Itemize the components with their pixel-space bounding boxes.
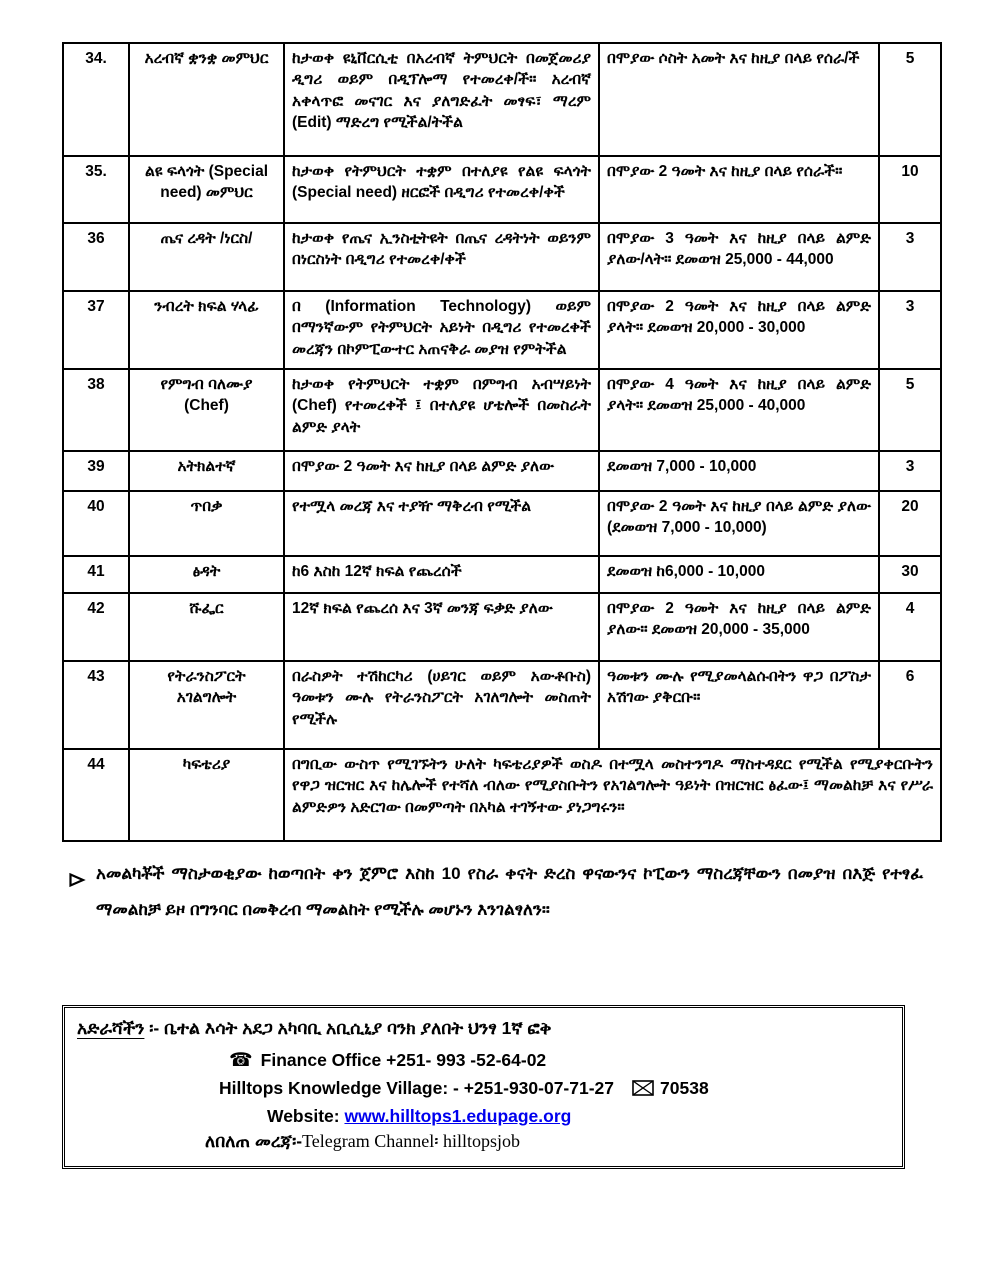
- quantity-cell: 4: [879, 593, 941, 661]
- experience-cell: በሞያው ሶስት አመት እና ከዚያ በላይ የሰራ/ች: [599, 43, 879, 156]
- table-row: [63, 291, 941, 369]
- finance-phone-line: [77, 1049, 888, 1072]
- quantity-cell: 20: [879, 491, 941, 556]
- experience-cell: በሞያው 2 ዓመት እና ከዚያ በላይ ልምድ ያለው (ደመወዝ 7,000 - 10,000): [599, 491, 879, 556]
- position-title: አረብኛ ቋንቋ መምህር: [129, 43, 284, 156]
- table-row: [63, 749, 941, 841]
- position-title: አትክልተኛ: [129, 451, 284, 491]
- position-title: ጤና ረዳት /ነርስ/: [129, 223, 284, 291]
- requirement-cell: የተሟላ መረጃ እና ተያዥ ማቅረብ የሚችል: [284, 491, 599, 556]
- position-title: ልዩ ፍላጎት (Special need) መምህር: [129, 156, 284, 223]
- address-line: [77, 1018, 888, 1039]
- arrowhead-bullet-icon: [68, 856, 86, 928]
- telegram-channel-text: Telegram Channel፡ hilltopsjob: [302, 1131, 520, 1151]
- requirement-cell: በራስዎት ተሽከርካሪ (ሀይገር ወይም አውቶቡስ) ዓመቱን ሙሉ የትራንስፖርት አገለግሎት መስጠት የሚችሉ: [284, 661, 599, 749]
- telegram-prefix: ለበለጠ መረጃ፡-: [205, 1131, 303, 1151]
- quantity-cell: 5: [879, 43, 941, 156]
- requirement-cell: ከታወቀ የጤና ኢንስቲትዩት በጤና ረዳትነት ወይንም በነርስነት በዲግሪ የተመረቀ/ቀች: [284, 223, 599, 291]
- position-title: የትራንስፖርት አገልግሎት: [129, 661, 284, 749]
- experience-cell: በሞያው 2 ዓመት እና ከዚያ በላይ ልምድ ያለው። ደመወዝ 20,000 - 35,000: [599, 593, 879, 661]
- quantity-cell: 3: [879, 223, 941, 291]
- application-note: [68, 856, 923, 928]
- website-label: Website:: [267, 1106, 345, 1126]
- table-row: [63, 156, 941, 223]
- address-text: ቤተል እሳት አደጋ አካባቢ አቢሲኒያ ባንክ ያለበት ህንፃ 1ኛ ፎቅ: [164, 1018, 552, 1038]
- table-row: [63, 451, 941, 491]
- experience-cell: በሞያው 3 ዓመት እና ከዚያ በላይ ልምድ ያለው/ላት። ደመወዝ 25,000 - 44,000: [599, 223, 879, 291]
- row-number: 39: [63, 451, 129, 491]
- row-number: 44: [63, 749, 129, 841]
- address-label: አድራሻችን: [77, 1018, 145, 1038]
- row-number: 41: [63, 556, 129, 593]
- envelope-icon: [632, 1080, 654, 1101]
- table-row: [63, 661, 941, 749]
- vacancy-table: [62, 42, 942, 842]
- quantity-cell: 30: [879, 556, 941, 593]
- position-title: ጥበቃ: [129, 491, 284, 556]
- experience-cell: ደመወዝ 7,000 - 10,000: [599, 451, 879, 491]
- quantity-cell: 6: [879, 661, 941, 749]
- table-row: [63, 491, 941, 556]
- position-title: የምግብ ባለሙያ (Chef): [129, 369, 284, 451]
- finance-phone-text: Finance Office +251- 993 -52-64-02: [260, 1050, 547, 1070]
- row-number: 36: [63, 223, 129, 291]
- quantity-cell: 5: [879, 369, 941, 451]
- position-title: ሹፌር: [129, 593, 284, 661]
- experience-cell: በሞያው 4 ዓመት እና ከዚያ በላይ ልምድ ያላት። ደመወዝ 25,000 - 40,000: [599, 369, 879, 451]
- experience-cell: ዓመቱን ሙሉ የሚያመላልሱበትን ዋጋ በፖስታ አሽገው ያቅርቡ።: [599, 661, 879, 749]
- address-separator: ፡-: [144, 1018, 165, 1038]
- table-row: [63, 43, 941, 156]
- experience-cell: ደመወዝ ከ6,000 - 10,000: [599, 556, 879, 593]
- po-box-number: 70538: [660, 1078, 709, 1098]
- village-phone-text: Hilltops Knowledge Village: - +251-930-07-71-27: [219, 1078, 615, 1098]
- website-link[interactable]: www.hilltops1.edupage.org: [344, 1106, 572, 1126]
- row-number: 38: [63, 369, 129, 451]
- table-row: [63, 369, 941, 451]
- requirement-cell: ከታወቀ ዩኒቨርሲቲ በአረብኛ ትምህርት በመጀመሪያ ዲግሪ ወይም በዲፕሎማ የተመረቀ/ች። አረብኛ አቀላጥፎ መናገር እና ያለግድፈት መፃፍ፣ ማረም (Edit) ማድረግ የሚችል/ትችል: [284, 43, 599, 156]
- row-number: 35.: [63, 156, 129, 223]
- position-title: ካፍቴሪያ: [129, 749, 284, 841]
- requirement-cell: 12ኛ ክፍል የጨረሰ እና 3ኛ መንጃ ፍቃድ ያለው: [284, 593, 599, 661]
- requirement-cell: በግቢው ውስጥ የሚገኙትን ሁለት ካፍቴሪያዎች ወስዶ በተሟላ መስተንግዶ ማስተዳደር የሚችል የሚያቀርቡትን የዋጋ ዝርዝር እና ከሌሎች የተሻለ ብለው የሚያስቡትን የአገልግሎት ዓይነት በዝርዝር ፅፈው፤ ማመልከቻ እና የሥራ ልምድዎን አድርገው በመምጣት በአካል ተገኝተው ያነጋግሩን።: [284, 749, 941, 841]
- requirement-cell: ከታወቀ የትምህርት ተቋም በምግብ አብሣይነት (Chef) የተመረቀች ፤ በተለያዩ ሆቴሎች በመስራት ልምድ ያላት: [284, 369, 599, 451]
- row-number: 43: [63, 661, 129, 749]
- position-title: ፅዳት: [129, 556, 284, 593]
- requirement-cell: ከ6 እስከ 12ኛ ክፍል የጨረሰች: [284, 556, 599, 593]
- requirement-cell: ከታወቀ የትምህርት ተቋም በተለያዩ የልዩ ፍላጎት (Special need) ዘርፎች በዲግሪ የተመረቀ/ቀች: [284, 156, 599, 223]
- village-phone-line: [77, 1078, 888, 1101]
- contact-box: [62, 1005, 905, 1169]
- row-number: 34.: [63, 43, 129, 156]
- website-line: [77, 1106, 888, 1127]
- position-title: ንብረት ክፍል ሃላፊ: [129, 291, 284, 369]
- requirement-cell: በ (Information Technology) ወይም በማንኛውም የትምህርት አይነት በዲግሪ የተመረቀች መረጃን በኮምፒውተር አጠናቅራ መያዝ የምትችል: [284, 291, 599, 369]
- note-text: አመልካቾች ማስታወቂያው ከወጣበት ቀን ጀምሮ እስከ 10 የስራ ቀናት ድረስ ዋናውንና ኮፒውን ማስረጃቸውን በመያዝ በእጅ የተፃፈ ማመልከቻ ይዞ በግንባር በመቅረብ ማመልከት የሚችሉ መሆኑን እንገልፃለን።: [96, 864, 923, 919]
- experience-cell: በሞያው 2 ዓመት እና ከዚያ በላይ ልምድ ያላት። ደመወዝ 20,000 - 30,000: [599, 291, 879, 369]
- row-number: 42: [63, 593, 129, 661]
- requirement-cell: በሞያው 2 ዓመት እና ከዚያ በላይ ልምድ ያለው: [284, 451, 599, 491]
- quantity-cell: 10: [879, 156, 941, 223]
- telegram-line: [77, 1131, 888, 1152]
- table-row: [63, 556, 941, 593]
- row-number: 40: [63, 491, 129, 556]
- table-row: [63, 593, 941, 661]
- table-row: [63, 223, 941, 291]
- experience-cell: በሞያው 2 ዓመት እና ከዚያ በላይ የሰራች።: [599, 156, 879, 223]
- telephone-icon: ☎: [229, 1050, 253, 1071]
- quantity-cell: 3: [879, 451, 941, 491]
- row-number: 37: [63, 291, 129, 369]
- quantity-cell: 3: [879, 291, 941, 369]
